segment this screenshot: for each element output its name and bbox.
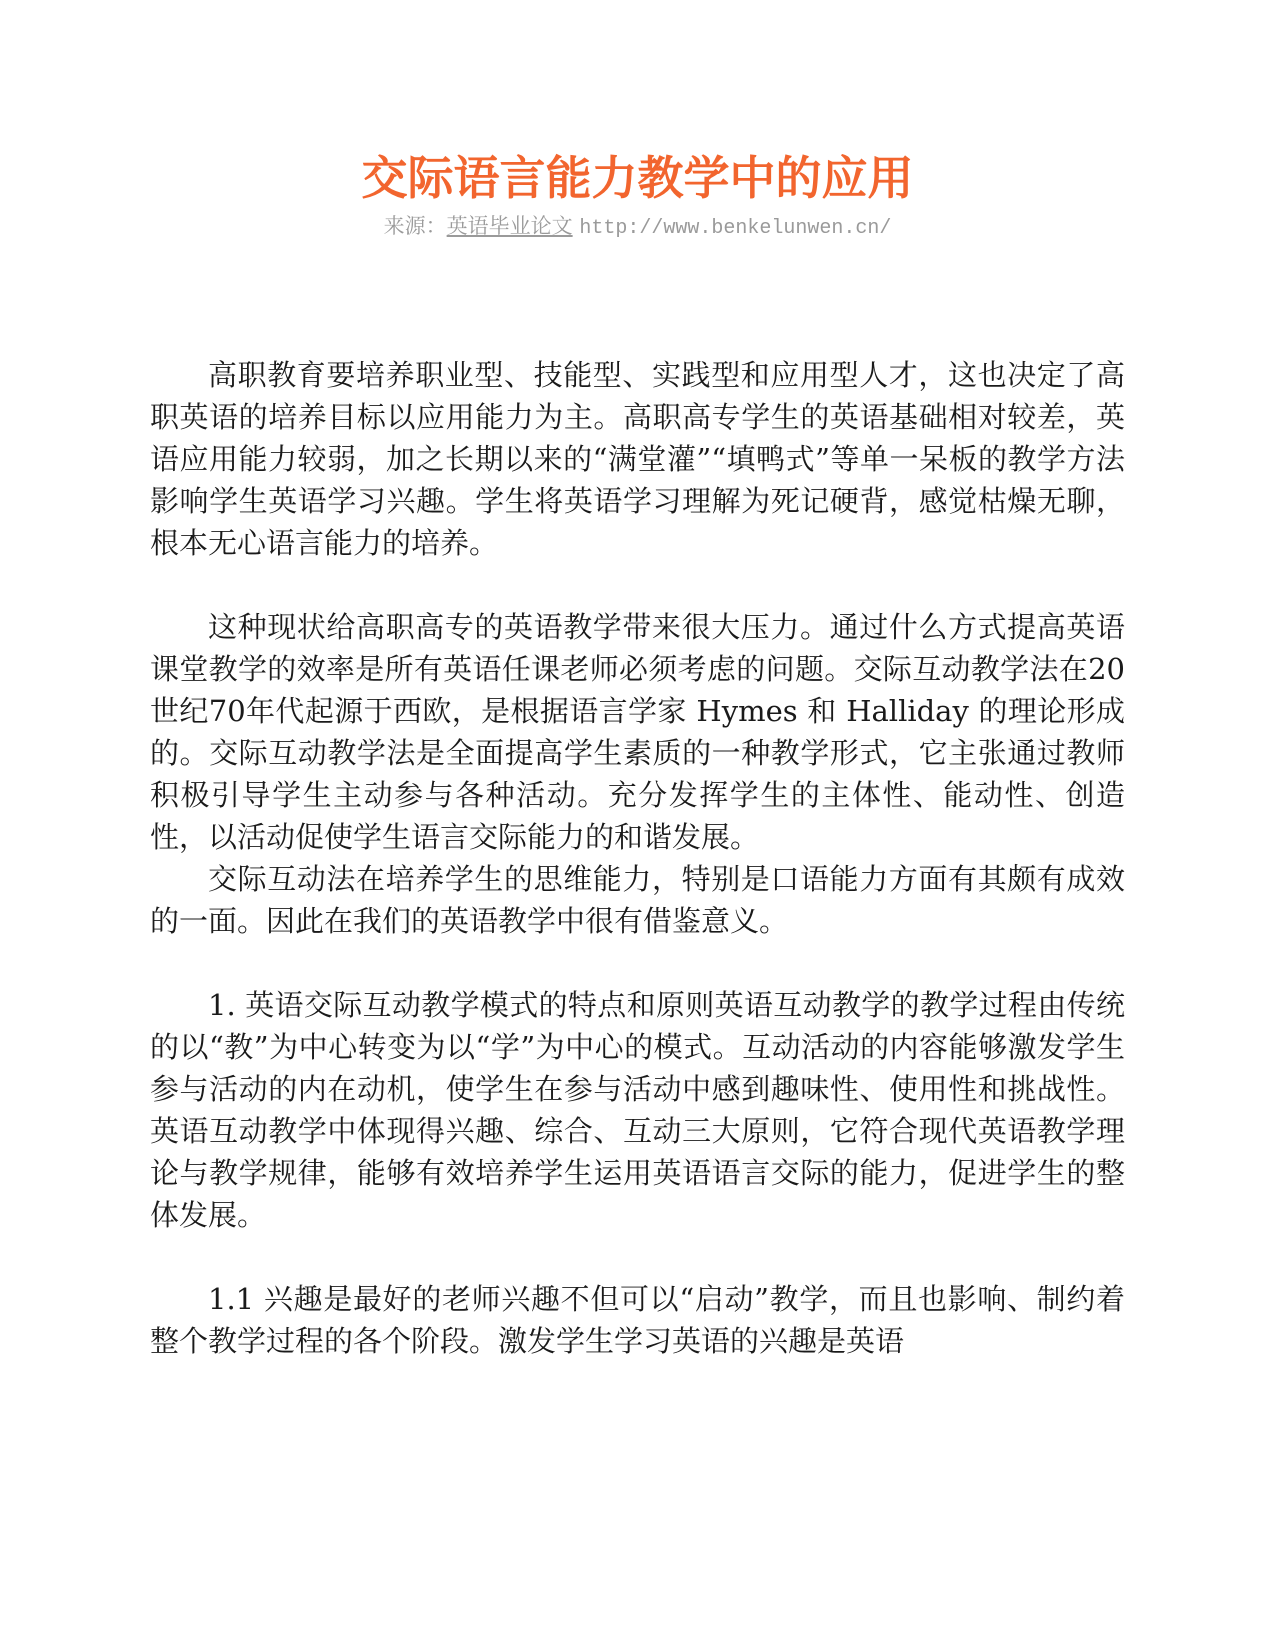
paragraph: 1. 英语交际互动教学模式的特点和原则英语互动教学的教学过程由传统的以“教”为中心转变为以“学”为中心的模式。互动活动的内容能够激发学生参与活动的内在动机，使学生在参与活动中感到趣味性、使用性和挑战性。英语互动教学中体现得兴趣、综合、互动三大原则，它符合现代英语教学理论与教学规律，能够有效培养学生运用英语语言交际的能力，促进学生的整体发展。 xyxy=(150,988,1125,1232)
source-line xyxy=(0,212,1275,243)
paragraph-spacer xyxy=(150,1236,1125,1278)
source-url-link[interactable]: http://www.benkelunwen.cn/ xyxy=(579,217,892,240)
source-label: 来源： xyxy=(383,214,447,238)
paragraph: 这种现状给高职高专的英语教学带来很大压力。通过什么方式提高英语课堂教学的效率是所有英语任课老师必须考虑的问题。交际互动教学法在20世纪70年代起源于西欧，是根据语言学家 Hymes 和 Halliday 的理论形成的。交际互动教学法是全面提高学生素质的一种教学形式，它主张通过教师积极引导学生主动参与各种活动。充分发挥学生的主体性、能动性、创造性，以活动促使学生语言交际能力的和谐发展。 xyxy=(150,610,1125,854)
document-title: 交际语言能力教学中的应用 xyxy=(361,151,914,205)
paragraph-spacer xyxy=(150,564,1125,606)
document-body xyxy=(150,354,1125,1362)
paragraph: 交际互动法在培养学生的思维能力，特别是口语能力方面有其颇有成效的一面。因此在我们的英语教学中很有借鉴意义。 xyxy=(150,862,1125,938)
paragraph: 1.1 兴趣是最好的老师兴趣不但可以“启动”教学，而且也影响、制约着整个教学过程的各个阶段。激发学生学习英语的兴趣是英语 xyxy=(150,1282,1125,1358)
paragraph: 高职教育要培养职业型、技能型、实践型和应用型人才，这也决定了高职英语的培养目标以应用能力为主。高职高专学生的英语基础相对较差，英语应用能力较弱，加之长期以来的“满堂灌”“填鸭式”等单一呆板的教学方法影响学生英语学习兴趣。学生将英语学习理解为死记硬背，感觉枯燥无聊，根本无心语言能力的培养。 xyxy=(150,358,1125,560)
paragraph-spacer xyxy=(150,942,1125,984)
source-site-link[interactable]: 英语毕业论文 xyxy=(446,214,573,238)
